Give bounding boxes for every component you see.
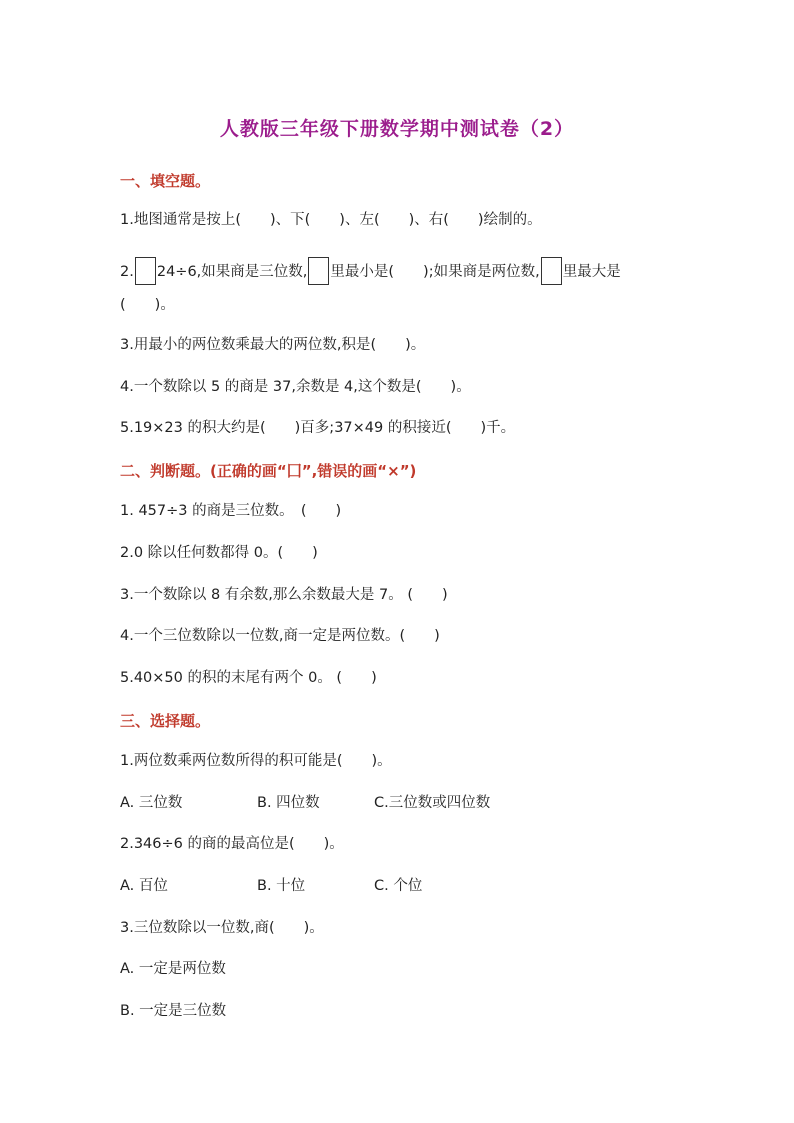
question-1-2-line2: ( )。 — [120, 297, 175, 313]
question-2-1: 1. 457÷3 的商是三位数。 ( ) — [120, 503, 342, 519]
question-2-5: 5.40×50 的积的末尾有两个 0。 ( ) — [120, 670, 377, 686]
page-title: 人教版三年级下册数学期中测试卷（2） — [219, 118, 575, 140]
section-heading-multiple-choice: 三、选择题。 — [120, 712, 211, 730]
question-3-3: 3.三位数除以一位数,商( )。 — [120, 920, 324, 936]
option-a: A. 三位数 — [120, 795, 183, 811]
option-b: B. 十位 — [257, 878, 306, 894]
answer-box — [308, 257, 329, 285]
question-1-5: 5.19×23 的积大约是( )百多;37×49 的积接近( )千。 — [120, 420, 516, 436]
question-1-2 — [120, 257, 621, 285]
question-1-2-part1: 24÷6,如果商是三位数, — [156, 264, 308, 280]
question-1-2-prefix: 2. — [120, 264, 134, 280]
answer-box — [541, 257, 562, 285]
section-heading-fill-blank: 一、填空题。 — [120, 172, 211, 190]
question-3-2-options — [120, 876, 422, 896]
question-1-1: 1.地图通常是按上( )、下( )、左( )、右( )绘制的。 — [120, 212, 542, 228]
question-1-4: 4.一个数除以 5 的商是 37,余数是 4,这个数是( )。 — [120, 379, 471, 395]
option-a: A. 百位 — [120, 878, 168, 894]
question-2-4: 4.一个三位数除以一位数,商一定是两位数。( ) — [120, 628, 440, 644]
answer-box — [135, 257, 156, 285]
question-3-1: 1.两位数乘两位数所得的积可能是( )。 — [120, 753, 392, 769]
question-3-1-options — [120, 793, 490, 813]
question-2-3: 3.一个数除以 8 有余数,那么余数最大是 7。 ( ) — [120, 587, 448, 603]
option-c: C. 个位 — [374, 878, 423, 894]
question-3-2: 2.346÷6 的商的最高位是( )。 — [120, 836, 344, 852]
question-1-2-part3: 里最大是 — [562, 264, 621, 280]
question-1-2-part2: 里最小是( );如果商是两位数, — [330, 264, 540, 280]
option-c: C.三位数或四位数 — [374, 795, 491, 811]
question-3-3-option-a: A. 一定是两位数 — [120, 961, 226, 977]
question-1-3: 3.用最小的两位数乘最大的两位数,积是( )。 — [120, 337, 426, 353]
section-heading-true-false: 二、判断题。(正确的画“囗”,错误的画“×”) — [120, 462, 417, 480]
question-2-2: 2.0 除以任何数都得 0。( ) — [120, 545, 318, 561]
option-b: B. 四位数 — [257, 795, 320, 811]
question-3-3-option-b: B. 一定是三位数 — [120, 1003, 227, 1019]
